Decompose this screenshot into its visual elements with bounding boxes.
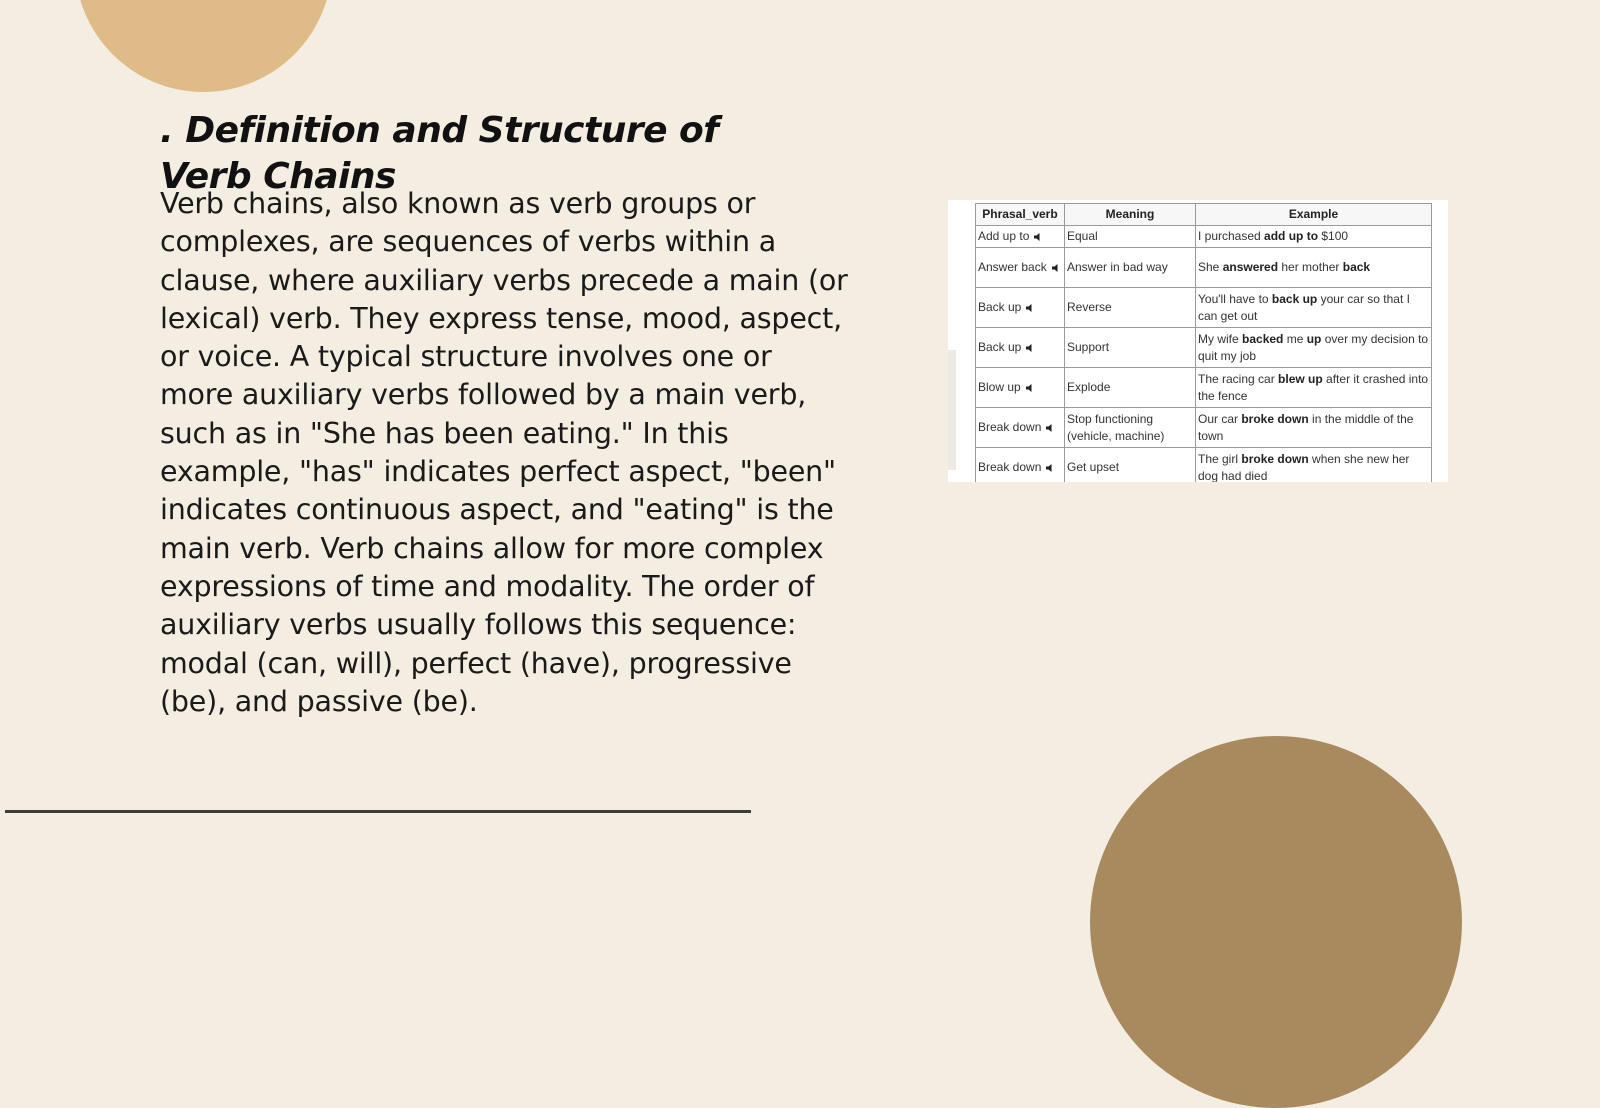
example-highlight: backed (1242, 331, 1284, 346)
example-text: The racing car (1198, 371, 1279, 386)
cell-meaning: Equal (1065, 226, 1196, 248)
cell-example (1196, 288, 1432, 328)
example-text: I purchased (1198, 229, 1265, 243)
example-highlight: answered (1222, 260, 1279, 274)
speaker-icon[interactable] (1051, 263, 1061, 273)
cell-meaning: Get upset (1065, 448, 1196, 483)
example-text: me (1283, 331, 1307, 346)
cell-example (1196, 248, 1432, 288)
cell-example (1196, 368, 1432, 408)
cell-example (1196, 408, 1432, 448)
slide-body-text: Verb chains, also known as verb groups or complexes, are sequences of verbs within a clause, where auxiliary verbs precede a main (or lexical) verb. They express tense, mood, aspect, or voice. A typical structure involves one or more auxiliary verbs followed by a main verb, such as in "She has been eating." In this example, "has" indicates perfect aspect, "been" indicates continuous aspect, and "eating" is the main verb. Verb chains allow for more complex expressions of time and modality. The order of auxiliary verbs usually follows this sequence: modal (can, will), perfect (have), progressive (be), and passive (be). (160, 187, 848, 718)
table-row (976, 328, 1432, 368)
phrasal-verb-text: Back up (978, 300, 1022, 314)
table-row (976, 288, 1432, 328)
cell-meaning: Answer in bad way (1065, 248, 1196, 288)
table-row (976, 368, 1432, 408)
cell-meaning: Explode (1065, 368, 1196, 408)
speaker-icon[interactable] (1025, 383, 1035, 393)
example-text: in the middle of the town (1198, 411, 1414, 443)
speaker-icon[interactable] (1045, 423, 1055, 433)
example-text: You'll have to (1198, 291, 1272, 306)
speaker-icon[interactable] (1025, 303, 1035, 313)
cell-example (1196, 226, 1432, 248)
decorative-circle-bottom (1090, 736, 1462, 1108)
example-text: $100 (1318, 229, 1349, 243)
example-text: her mother (1278, 260, 1343, 274)
cell-phrasal-verb (976, 328, 1065, 368)
table-row (976, 248, 1432, 288)
cell-meaning: Support (1065, 328, 1196, 368)
phrasal-verb-table (975, 203, 1432, 482)
phrasal-verb-table-image (948, 200, 1448, 482)
example-highlight: add up to (1264, 229, 1319, 243)
slide-title: . Definition and Structure of Verb Chains (160, 110, 719, 197)
phrasal-verb-text: Add up to (978, 229, 1030, 243)
cell-phrasal-verb (976, 288, 1065, 328)
speaker-icon[interactable] (1045, 463, 1055, 473)
example-text: The girl (1198, 451, 1242, 466)
decorative-circle-top (75, 0, 332, 92)
cell-phrasal-verb (976, 368, 1065, 408)
cell-meaning: Reverse (1065, 288, 1196, 328)
cell-phrasal-verb (976, 226, 1065, 248)
cell-phrasal-verb (976, 448, 1065, 483)
phrasal-verb-text: Blow up (978, 380, 1021, 394)
cell-meaning: Stop functioning (vehicle, machine) (1065, 408, 1196, 448)
example-highlight: broke down (1241, 411, 1309, 426)
example-highlight: blew up (1278, 371, 1323, 386)
example-highlight: back (1342, 260, 1371, 274)
divider-line (5, 810, 751, 813)
speaker-icon[interactable] (1033, 232, 1043, 242)
example-text: after it crashed into the fence (1198, 371, 1429, 403)
example-text: over my decision to quit my job (1198, 331, 1429, 363)
example-text: Our car (1198, 411, 1242, 426)
cell-phrasal-verb (976, 408, 1065, 448)
example-text: She (1198, 260, 1223, 274)
phrasal-verb-text: Back up (978, 340, 1022, 354)
example-highlight: back up (1271, 291, 1318, 306)
phrasal-verb-text: Answer back (978, 260, 1047, 274)
column-header-phrasal-verb: Phrasal_verb (976, 204, 1065, 226)
table-row (976, 448, 1432, 483)
example-highlight: broke down (1241, 451, 1309, 466)
cell-phrasal-verb (976, 248, 1065, 288)
phrasal-verb-text: Break down (978, 460, 1042, 474)
example-highlight: up (1306, 331, 1322, 346)
speaker-icon[interactable] (1025, 343, 1035, 353)
example-text: My wife (1198, 331, 1243, 346)
cell-example (1196, 328, 1432, 368)
phrasal-verb-text: Break down (978, 420, 1042, 434)
table-row (976, 408, 1432, 448)
example-text: when she new her dog had died (1198, 451, 1410, 482)
cell-example (1196, 448, 1432, 483)
example-text: your car so that I can get out (1198, 291, 1410, 323)
table-row (976, 226, 1432, 248)
column-header-example: Example (1196, 204, 1432, 226)
column-header-meaning: Meaning (1065, 204, 1196, 226)
